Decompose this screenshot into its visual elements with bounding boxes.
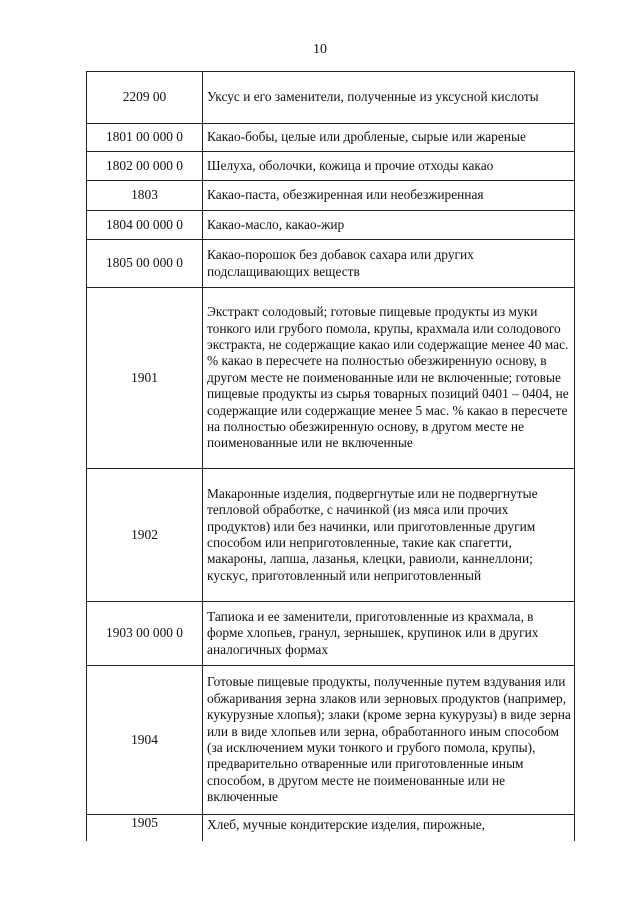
code-cell: 1803 bbox=[87, 181, 203, 211]
description-cell: Какао-масло, какао-жир bbox=[203, 211, 575, 240]
description-cell: Какао-порошок без добавок сахара или других подслащивающих веществ bbox=[203, 240, 575, 288]
table-row bbox=[87, 469, 575, 602]
code-cell: 2209 00 bbox=[87, 72, 203, 124]
description-cell: Хлеб, мучные кондитерские изделия, пирожные, bbox=[203, 815, 575, 841]
description-cell: Готовые пищевые продукты, полученные путем вздувания или обжаривания зерна злаков или зерновых продуктов (например, кукурузные хлопья); злаки (кроме зерна кукурузы) в виде зерна или в виде хлопьев или зерна, обработанного иным способом (за исключением муки тонкого и грубого помола, крупы), предварительно отваренные или приготовленные иным способом, в другом месте не поименованные или не включенные bbox=[203, 666, 575, 815]
description-cell: Экстракт солодовый; готовые пищевые продукты из муки тонкого или грубого помола, крупы, крахмала или солодового экстракта, не содержащие какао или содержащие менее 40 мас. % какао в пересчете на полностью обезжиренную основу, в другом месте не поименованные или не включенные; готовые пищевые продукты из сырья товарных позиций 0401 – 0404, не содержащие или содержащие менее 5 мас. % какао в пересчете на полностью обезжиренную основу, в другом месте не поименованные или не включенные bbox=[203, 288, 575, 469]
code-cell: 1903 00 000 0 bbox=[87, 602, 203, 666]
description-cell: Какао-паста, обезжиренная или необезжиренная bbox=[203, 181, 575, 211]
code-cell: 1804 00 000 0 bbox=[87, 211, 203, 240]
code-cell: 1904 bbox=[87, 666, 203, 815]
description-cell: Шелуха, оболочки, кожица и прочие отходы какао bbox=[203, 152, 575, 181]
table-row bbox=[87, 152, 575, 181]
code-cell: 1901 bbox=[87, 288, 203, 469]
description-cell: Уксус и его заменители, полученные из уксусной кислоты bbox=[203, 72, 575, 124]
table-row bbox=[87, 240, 575, 288]
code-cell: 1801 00 000 0 bbox=[87, 124, 203, 152]
description-cell: Макаронные изделия, подвергнутые или не подвергнутые тепловой обработке, с начинкой (из мяса или прочих продуктов) или без начинки, или приготовленные другим способом или неприготовленные, такие как спагетти, макароны, лапша, лазанья, клецки, равиоли, каннеллони; кускус, приготовленный или неприготовленный bbox=[203, 469, 575, 602]
table-row bbox=[87, 72, 575, 124]
table-row bbox=[87, 602, 575, 666]
description-cell: Тапиока и ее заменители, приготовленные из крахмала, в форме хлопьев, гранул, зернышек, крупинок или в других аналогичных формах bbox=[203, 602, 575, 666]
page-number: 10 bbox=[313, 42, 327, 57]
description-cell: Какао-бобы, целые или дробленые, сырые или жареные bbox=[203, 124, 575, 152]
table-row bbox=[87, 181, 575, 211]
code-cell: 1805 00 000 0 bbox=[87, 240, 203, 288]
tariff-code-table bbox=[86, 71, 575, 841]
code-cell: 1905 bbox=[87, 815, 203, 841]
table-row bbox=[87, 666, 575, 815]
table-row bbox=[87, 211, 575, 240]
table-row bbox=[87, 288, 575, 469]
table-row bbox=[87, 815, 575, 841]
table-row bbox=[87, 124, 575, 152]
code-cell: 1902 bbox=[87, 469, 203, 602]
code-cell: 1802 00 000 0 bbox=[87, 152, 203, 181]
